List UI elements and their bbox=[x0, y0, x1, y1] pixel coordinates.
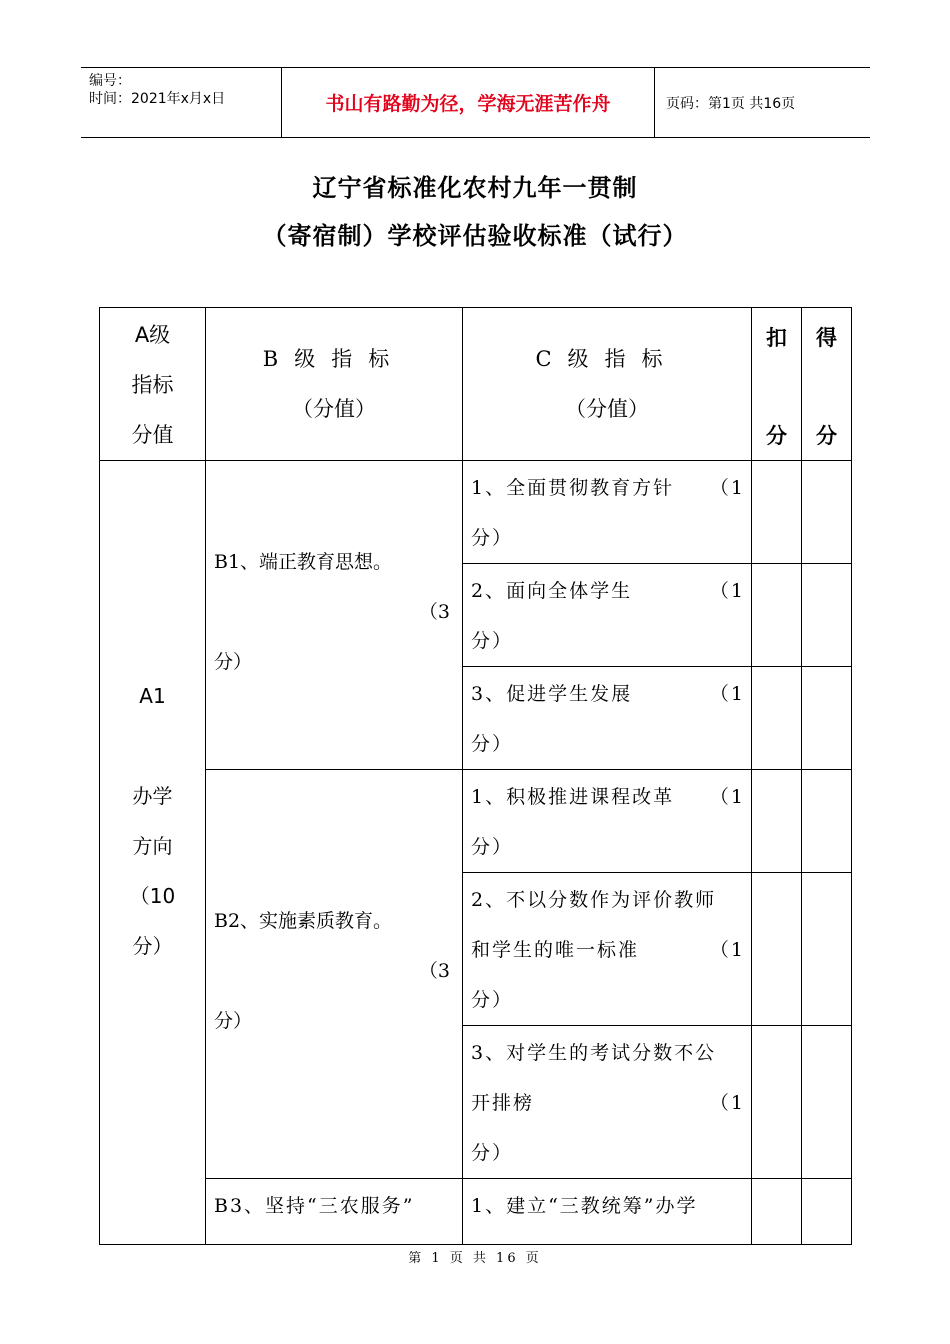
deduct-cell[interactable] bbox=[752, 1026, 802, 1179]
criteria-table bbox=[99, 307, 852, 1245]
time-line: 时间：2021年x月x日 bbox=[89, 91, 226, 107]
b1-cell: B1、端正教育思想。 （3 分） bbox=[206, 461, 463, 770]
score-cell[interactable] bbox=[802, 873, 852, 1026]
score-cell[interactable] bbox=[802, 461, 852, 564]
deduct-cell[interactable] bbox=[752, 461, 802, 564]
number-label: 编号： bbox=[89, 73, 131, 89]
header-meta bbox=[89, 72, 279, 108]
score-cell[interactable] bbox=[802, 564, 852, 667]
deduct-cell[interactable] bbox=[752, 873, 802, 1026]
c-cell: 3、促进学生发展 （1 分） bbox=[463, 667, 752, 770]
c-cell: 2、不以分数作为评价教师 和学生的唯一标准 （1 分） bbox=[463, 873, 752, 1026]
b2-text: B2、实施素质教育。 bbox=[214, 910, 393, 932]
table-row bbox=[100, 461, 852, 564]
deduct-cell[interactable] bbox=[752, 770, 802, 873]
a1-code: A1 bbox=[139, 684, 166, 708]
b2-score: （3 bbox=[418, 960, 450, 982]
deduct-cell[interactable] bbox=[752, 564, 802, 667]
b1-text: B1、端正教育思想。 bbox=[214, 551, 393, 573]
deduct-cell[interactable] bbox=[752, 1179, 802, 1245]
table-row bbox=[100, 770, 852, 873]
deduct-header: 扣 分 bbox=[752, 308, 802, 461]
doc-title-line2: （寄宿制）学校评估验收标准（试行） bbox=[262, 222, 688, 250]
page-footer: 第 1 页 共 16 页 bbox=[408, 1251, 542, 1266]
c-cell: 3、对学生的考试分数不公 开排榜 （1 分） bbox=[463, 1026, 752, 1179]
header-row bbox=[100, 308, 852, 461]
a1-name: 办学 bbox=[132, 784, 173, 808]
b3-text: B3、坚持“三农服务” bbox=[214, 1195, 415, 1217]
c-cell: 1、积极推进课程改革 （1 分） bbox=[463, 770, 752, 873]
score-cell[interactable] bbox=[802, 1179, 852, 1245]
table-row bbox=[100, 1179, 852, 1245]
b1-score: （3 bbox=[418, 601, 450, 623]
header-motto: 书山有路勤为径，学海无涯苦作舟 bbox=[325, 93, 611, 115]
a-level-header: A级 指标 分值 bbox=[100, 308, 206, 461]
score-cell[interactable] bbox=[802, 1026, 852, 1179]
header-divider bbox=[654, 68, 655, 137]
score-cell[interactable] bbox=[802, 667, 852, 770]
c-cell: 2、面向全体学生 （1 分） bbox=[463, 564, 752, 667]
b-level-header: B级指标 （分值） bbox=[206, 308, 463, 461]
score-cell[interactable] bbox=[802, 770, 852, 873]
b2-cell: B2、实施素质教育。 （3 分） bbox=[206, 770, 463, 1179]
page-header bbox=[81, 67, 870, 138]
header-page-info: 页码：第1页 共16页 bbox=[666, 95, 796, 112]
c-level-header: C级指标 （分值） bbox=[463, 308, 752, 461]
deduct-cell[interactable] bbox=[752, 667, 802, 770]
score-header: 得 分 bbox=[802, 308, 852, 461]
a1-points: （10 bbox=[129, 884, 176, 908]
c-cell: 1、建立“三教统筹”办学 bbox=[463, 1179, 752, 1245]
b3-cell bbox=[206, 1179, 463, 1245]
c-cell: 1、全面贯彻教育方针 （1 分） bbox=[463, 461, 752, 564]
a1-cell: A1 办学 方向 （10 分） bbox=[100, 461, 206, 1245]
doc-title-line1: 辽宁省标准化农村九年一贯制 bbox=[312, 174, 638, 202]
